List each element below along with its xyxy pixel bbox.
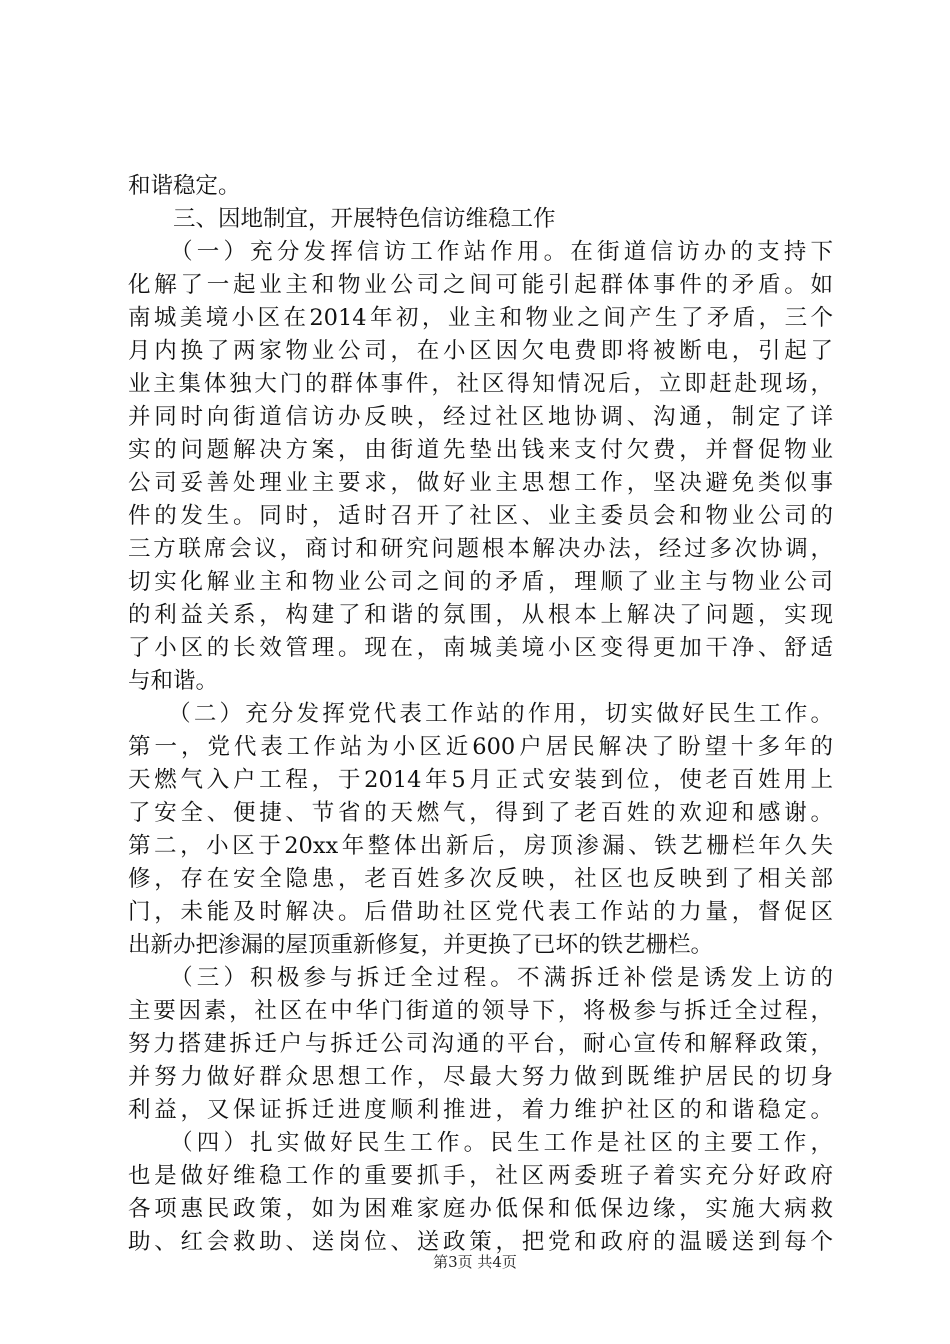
text-line: 南城美境小区在2014年初，业主和物业之间产生了矛盾，三个 xyxy=(128,305,833,331)
text-line: 的利益关系，构建了和谐的氛围，从根本上解决了问题，实现 xyxy=(128,602,833,628)
text-line: 第二，小区于20xx年整体出新后，房顶渗漏、铁艺栅栏年久失 xyxy=(128,833,833,859)
text-line: 和谐稳定。 xyxy=(128,173,241,199)
text-line: 天燃气入户工程，于2014年5月正式安装到位，使老百姓用上 xyxy=(128,767,833,793)
text-line: 主要因素，社区在中华门街道的领导下，将极参与拆迁全过程， xyxy=(128,998,833,1024)
text-line: 公司妥善处理业主要求，做好业主思想工作，坚决避免类似事 xyxy=(128,470,833,496)
text-line: 了小区的长效管理。现在，南城美境小区变得更加干净、舒适 xyxy=(128,635,833,661)
text-line: 化解了一起业主和物业公司之间可能引起群体事件的矛盾。如 xyxy=(128,272,833,298)
text-line: 门，未能及时解决。后借助社区党代表工作站的力量，督促区 xyxy=(128,899,833,925)
text-line: 三、因地制宜，开展特色信访维稳工作 xyxy=(128,206,556,232)
text-line: 努力搭建拆迁户与拆迁公司沟通的平台，耐心宣传和解释政策， xyxy=(128,1031,833,1057)
text-line: （四）扎实做好民生工作。民生工作是社区的主要工作， xyxy=(128,1130,833,1156)
text-line: 并同时向街道信访办反映，经过社区地协调、沟通，制定了详 xyxy=(128,404,833,430)
text-line: 修，存在安全隐患，老百姓多次反映，社区也反映到了相关部 xyxy=(128,866,833,892)
text-line: 利益，又保证拆迁进度顺利推进，着力维护社区的和谐稳定。 xyxy=(128,1097,833,1123)
text-line: 业主集体独大门的群体事件，社区得知情况后，立即赶赴现场， xyxy=(128,371,833,397)
text-line: 助、红会救助、送岗位、送政策，把党和政府的温暖送到每个 xyxy=(128,1229,833,1255)
text-line: 也是做好维稳工作的重要抓手，社区两委班子着实充分好政府 xyxy=(128,1163,833,1189)
text-line: 切实化解业主和物业公司之间的矛盾，理顺了业主与物业公司 xyxy=(128,569,833,595)
text-line: 件的发生。同时，适时召开了社区、业主委员会和物业公司的 xyxy=(128,503,833,529)
document-body xyxy=(128,170,833,1259)
text-line: 各项惠民政策，如为困难家庭办低保和低保边缘，实施大病救 xyxy=(128,1196,833,1222)
text-line: 出新办把渗漏的屋顶重新修复，并更换了已坏的铁艺栅栏。 xyxy=(128,932,714,958)
text-line: （二）充分发挥党代表工作站的作用，切实做好民生工作。 xyxy=(128,701,833,727)
page-footer: 第3页 共4页 xyxy=(433,1253,517,1271)
text-line: 与和谐。 xyxy=(128,668,219,694)
text-line: （三）积极参与拆迁全过程。不满拆迁补偿是诱发上访的 xyxy=(128,965,833,991)
text-line: （一）充分发挥信访工作站作用。在街道信访办的支持下 xyxy=(128,239,833,265)
text-line: 了安全、便捷、节省的天燃气，得到了老百姓的欢迎和感谢。 xyxy=(128,800,833,826)
text-line: 三方联席会议，商讨和研究问题根本解决办法，经过多次协调， xyxy=(128,536,833,562)
text-line: 第一，党代表工作站为小区近600户居民解决了盼望十多年的 xyxy=(128,734,833,760)
text-line: 实的问题解决方案，由街道先垫出钱来支付欠费，并督促物业 xyxy=(128,437,833,463)
text-line: 月内换了两家物业公司，在小区因欠电费即将被断电，引起了 xyxy=(128,338,833,364)
text-line: 并努力做好群众思想工作，尽最大努力做到既维护居民的切身 xyxy=(128,1064,833,1090)
